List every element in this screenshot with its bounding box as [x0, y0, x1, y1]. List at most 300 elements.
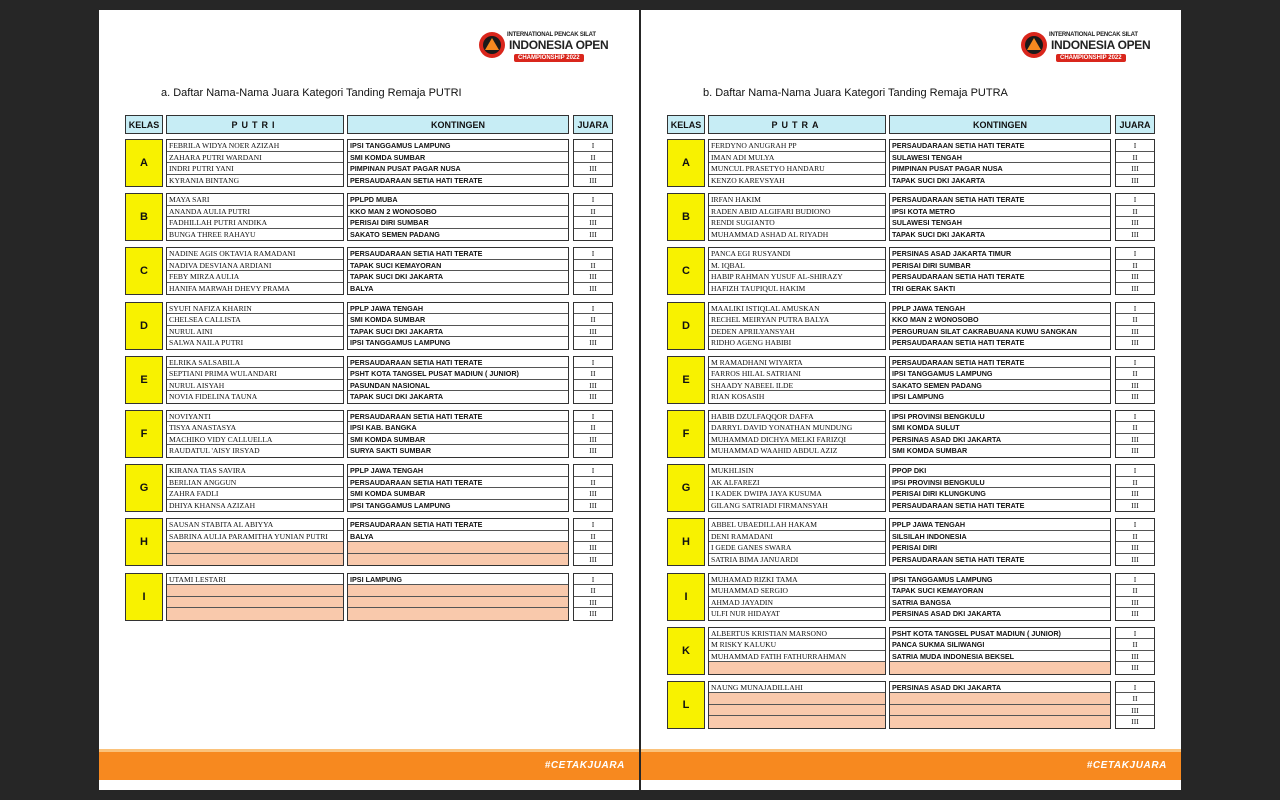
kontingen-name: PPLP JAWA TENGAH [348, 465, 568, 477]
athlete-name: SYUFI NAFIZA KHARIN [167, 303, 343, 315]
document-page-putri [99, 10, 639, 790]
header-name: PUTRI [166, 115, 344, 134]
names-column [708, 410, 886, 458]
juara-rank: II [1116, 152, 1154, 164]
kelas-label: E [667, 356, 705, 404]
juara-rank: I [1116, 194, 1154, 206]
kontingen-name: SULAWESI TENGAH [890, 152, 1110, 164]
names-column [166, 410, 344, 458]
athlete-name: DHIYA KHANSA AZIZAH [169, 500, 256, 510]
athlete-name: NADIVA DESVIANA ARDIANI [167, 260, 343, 272]
athlete-name: ZAHARA PUTRI WARDANI [167, 152, 343, 164]
kontingen-name: TAPAK SUCI DKI JAKARTA [892, 175, 986, 185]
juara-column [573, 410, 613, 458]
juara-rank: III [589, 554, 597, 564]
kontingen-column [347, 247, 569, 295]
juara-rank: I [574, 411, 612, 423]
juara-rank: I [1116, 303, 1154, 315]
juara-rank: II [1116, 422, 1154, 434]
kontingen-name: IPSI TANGGAMUS LAMPUNG [348, 140, 568, 152]
logo-line-1: INTERNATIONAL PENCAK SILAT [507, 32, 596, 38]
juara-rank: I [1116, 248, 1154, 260]
kontingen-name [890, 693, 1110, 705]
juara-rank: III [1116, 597, 1154, 609]
athlete-name: FEBY MIRZA AULIA [167, 271, 343, 283]
athlete-name: SHAADY NABEEL ILDE [709, 380, 885, 392]
event-logo [1019, 28, 1169, 68]
juara-rank: I [574, 465, 612, 477]
kontingen-name: PERSAUDARAAN SETIA HATI TERATE [890, 271, 1110, 283]
juara-column [1115, 193, 1155, 241]
athlete-name: I GEDE GANES SWARA [709, 542, 885, 554]
athlete-name: HABIB DZULFAQQOR DAFFA [709, 411, 885, 423]
athlete-name: NURUL AISYAH [167, 380, 343, 392]
juara-column [1115, 302, 1155, 350]
names-column [166, 302, 344, 350]
kontingen-column [347, 410, 569, 458]
juara-rank: III [1116, 326, 1154, 338]
logo-line-1: INTERNATIONAL PENCAK SILAT [1049, 32, 1138, 38]
kontingen-column [347, 573, 569, 621]
athlete-name: MAYA SARI [167, 194, 343, 206]
names-column [708, 681, 886, 729]
athlete-name: GILANG SATRIADI FIRMANSYAH [711, 500, 828, 510]
kontingen-name: IPSI PROVINSI BENGKULU [890, 411, 1110, 423]
juara-rank: I [574, 574, 612, 586]
juara-rank: III [1116, 488, 1154, 500]
athlete-name: NOVIA FIDELINA TAUNA [169, 392, 258, 402]
kontingen-name: PERISAI DIRI SUMBAR [890, 260, 1110, 272]
juara-rank: III [1131, 500, 1139, 510]
athlete-name: M RISKY KALUKU [709, 639, 885, 651]
athlete-name [709, 716, 885, 728]
athlete-name: ZAHRA FADLI [167, 488, 343, 500]
athlete-name: MUHAMMAD SERGIO [709, 585, 885, 597]
kontingen-name: PERSAUDARAAN SETIA HATI TERATE [892, 500, 1025, 510]
kelas-label: C [667, 247, 705, 295]
page-title: a. Daftar Nama-Nama Juara Kategori Tanding Remaja PUTRI [161, 87, 462, 99]
juara-rank: III [589, 446, 597, 456]
kontingen-name [890, 662, 1110, 674]
kelas-label: D [125, 302, 163, 350]
juara-rank: III [589, 392, 597, 402]
juara-rank: I [1116, 465, 1154, 477]
kontingen-name [890, 716, 1110, 728]
kontingen-name: IPSI KOTA METRO [890, 206, 1110, 218]
kontingen-name: PERSAUDARAAN SETIA HATI TERATE [348, 248, 568, 260]
kontingen-name: SMI KOMDA SUMBAR [348, 314, 568, 326]
names-column [708, 139, 886, 187]
athlete-name: ALBERTUS KRISTIAN MARSONO [709, 628, 885, 640]
athlete-name: MUHAMMAD DICHYA MELKI FARIZQI [709, 434, 885, 446]
athlete-name: ELRIKA SALSABILA [167, 357, 343, 369]
juara-rank: III [589, 500, 597, 510]
kontingen-name: IPSI TANGGAMUS LAMPUNG [890, 368, 1110, 380]
juara-rank: I [1116, 140, 1154, 152]
athlete-name [167, 608, 343, 620]
juara-rank: II [1116, 314, 1154, 326]
juara-rank: II [1116, 639, 1154, 651]
names-column [166, 356, 344, 404]
kelas-label: L [667, 681, 705, 729]
juara-rank: II [574, 531, 612, 543]
kontingen-name: KKO MAN 2 WONOSOBO [890, 314, 1110, 326]
kontingen-name: SATRIA BANGSA [890, 597, 1110, 609]
kontingen-name: BALYA [348, 531, 568, 543]
hashtag-text: #CETAKJUARA [1086, 760, 1167, 771]
kelas-label: B [667, 193, 705, 241]
kontingen-column [889, 573, 1111, 621]
kontingen-name: PERSAUDARAAN SETIA HATI TERATE [348, 357, 568, 369]
kontingen-name: IPSI KAB. BANGKA [348, 422, 568, 434]
athlete-name: KIRANA TIAS SAVIRA [167, 465, 343, 477]
athlete-name: RIDHO AGENG HABIBI [711, 338, 792, 348]
kontingen-name: PERSINAS ASAD DKI JAKARTA [890, 434, 1110, 446]
juara-rank: III [1131, 338, 1139, 348]
names-column [708, 302, 886, 350]
kelas-label: G [125, 464, 163, 512]
kontingen-column [347, 518, 569, 566]
athlete-name: DARRYL DAVID YONATHAN MUNDUNG [709, 422, 885, 434]
names-column [166, 247, 344, 295]
kelas-label: H [125, 518, 163, 566]
juara-rank: III [1116, 651, 1154, 663]
juara-rank: III [1131, 446, 1139, 456]
athlete-name: RIAN KOSASIH [711, 392, 765, 402]
kontingen-name [890, 705, 1110, 717]
kontingen-name [348, 554, 568, 566]
kontingen-column [889, 518, 1111, 566]
athlete-name [167, 554, 343, 566]
kontingen-column [889, 247, 1111, 295]
kontingen-name [348, 542, 568, 554]
kontingen-column [889, 193, 1111, 241]
kelas-label: H [667, 518, 705, 566]
kontingen-name: PERISAI DIRI [890, 542, 1110, 554]
kontingen-name: PERSAUDARAAN SETIA HATI TERATE [348, 519, 568, 531]
kontingen-name [348, 585, 568, 597]
kelas-label: A [667, 139, 705, 187]
juara-rank: III [1131, 554, 1139, 564]
athlete-name: M. IQBAL [709, 260, 885, 272]
kontingen-name: SILSILAH INDONESIA [890, 531, 1110, 543]
juara-rank: II [574, 152, 612, 164]
juara-column [1115, 464, 1155, 512]
kontingen-name: SULAWESI TENGAH [890, 217, 1110, 229]
juara-rank: I [1116, 357, 1154, 369]
juara-rank: III [589, 229, 597, 239]
names-column [708, 464, 886, 512]
athlete-name: SATRIA BIMA JANUARDI [711, 554, 799, 564]
athlete-name: NADINE AGIS OKTAVIA RAMADANI [167, 248, 343, 260]
kontingen-name: PERSAUDARAAN SETIA HATI TERATE [890, 357, 1110, 369]
kelas-label: B [125, 193, 163, 241]
athlete-name: ULFI NUR HIDAYAT [711, 609, 780, 618]
page-title: b. Daftar Nama-Nama Juara Kategori Tanding Remaja PUTRA [703, 87, 1008, 99]
athlete-name: PANCA EGI RUSYANDI [709, 248, 885, 260]
header-kontingen: KONTINGEN [347, 115, 569, 134]
kelas-label: A [125, 139, 163, 187]
kontingen-name: IPSI TANGGAMUS LAMPUNG [350, 500, 451, 510]
names-column [166, 518, 344, 566]
juara-rank: II [1116, 477, 1154, 489]
juara-rank: II [574, 368, 612, 380]
juara-rank: II [1116, 531, 1154, 543]
athlete-name: FARROS HILAL SATRIANI [709, 368, 885, 380]
juara-rank: III [1116, 542, 1154, 554]
event-logo [477, 28, 627, 68]
juara-rank: I [574, 248, 612, 260]
juara-rank: I [1116, 574, 1154, 586]
athlete-name: RECHEL MEIRYAN PUTRA BALYA [709, 314, 885, 326]
names-column [166, 139, 344, 187]
kontingen-name: PERSINAS ASAD DKI JAKARTA [892, 609, 1002, 618]
juara-rank: I [574, 140, 612, 152]
juara-rank: II [574, 260, 612, 272]
juara-rank: III [1131, 229, 1139, 239]
athlete-name: M RAMADHANI WIYARTA [709, 357, 885, 369]
juara-rank: II [574, 422, 612, 434]
athlete-name: AK ALFAREZI [709, 477, 885, 489]
kontingen-name: IPSI TANGGAMUS LAMPUNG [350, 338, 451, 348]
athlete-name: BERLIAN ANGGUN [167, 477, 343, 489]
header-juara: JUARA [1115, 115, 1155, 134]
athlete-name: CHELSEA CALLISTA [167, 314, 343, 326]
kontingen-name: PERSAUDARAAN SETIA HATI TERATE [348, 411, 568, 423]
juara-rank: I [1116, 682, 1154, 694]
athlete-name: SABRINA AULIA PARAMITHA YUNIAN PUTRI [167, 531, 343, 543]
kontingen-name: PANCA SUKMA SILIWANGI [890, 639, 1110, 651]
names-column [166, 464, 344, 512]
juara-rank: II [574, 585, 612, 597]
kontingen-name: SMI KOMDA SUMBAR [348, 488, 568, 500]
hashtag-text: #CETAKJUARA [544, 760, 625, 771]
athlete-name [167, 597, 343, 609]
athlete-name: NAUNG MUNAJADILLAHI [709, 682, 885, 694]
juara-rank: III [574, 326, 612, 338]
juara-rank: III [1131, 717, 1139, 727]
juara-rank: I [574, 519, 612, 531]
juara-column [1115, 681, 1155, 729]
juara-rank: III [1116, 380, 1154, 392]
kontingen-name: PERSAUDARAAN SETIA HATI TERATE [350, 175, 483, 185]
names-column [708, 356, 886, 404]
juara-rank: III [574, 488, 612, 500]
athlete-name: MACHIKO VIDY CALLUELLA [167, 434, 343, 446]
juara-column [1115, 518, 1155, 566]
kontingen-column [889, 627, 1111, 675]
athlete-name: I KADEK DWIPA JAYA KUSUMA [709, 488, 885, 500]
document-page-putra [641, 10, 1181, 790]
kelas-label: K [667, 627, 705, 675]
kontingen-name: IPSI PROVINSI BENGKULU [890, 477, 1110, 489]
juara-rank: III [1116, 217, 1154, 229]
athlete-name: BUNGA THREE RAHAYU [169, 229, 256, 239]
names-column [708, 518, 886, 566]
juara-rank: III [1131, 283, 1139, 293]
juara-rank: III [1116, 705, 1154, 717]
kontingen-name: SAKATO SEMEN PADANG [890, 380, 1110, 392]
kontingen-name: TAPAK SUCI DKI JAKARTA [892, 229, 986, 239]
athlete-name: IRFAN HAKIM [709, 194, 885, 206]
juara-column [573, 247, 613, 295]
juara-rank: III [589, 609, 597, 618]
athlete-name: SALWA NAILA PUTRI [169, 338, 244, 348]
kontingen-name: PIMPINAN PUSAT PAGAR NUSA [348, 163, 568, 175]
athlete-name [709, 705, 885, 717]
silat-fighter-icon [1019, 30, 1049, 60]
kontingen-name: PASUNDAN NASIONAL [348, 380, 568, 392]
athlete-name: KENZO KAREVSYAH [711, 175, 785, 185]
kontingen-name: SMI KOMDA SUMBAR [348, 434, 568, 446]
kontingen-name: PERSAUDARAAN SETIA HATI TERATE [890, 194, 1110, 206]
juara-rank: II [574, 477, 612, 489]
kontingen-column [889, 681, 1111, 729]
footer-bar [99, 752, 639, 780]
names-column [166, 573, 344, 621]
athlete-name: HAFIZH TAUPIQUL HAKIM [711, 283, 806, 293]
juara-rank: III [1116, 271, 1154, 283]
kontingen-name: IPSI LAMPUNG [348, 574, 568, 586]
athlete-name: MUHAMMAD FATIH FATHURRAHMAN [709, 651, 885, 663]
names-column [708, 573, 886, 621]
kontingen-name: SMI KOMDA SULUT [890, 422, 1110, 434]
juara-rank: II [574, 314, 612, 326]
athlete-name: ANANDA AULIA PUTRI [167, 206, 343, 218]
kontingen-name: TAPAK SUCI DKI JAKARTA [348, 271, 568, 283]
kelas-label: F [667, 410, 705, 458]
juara-rank: I [574, 303, 612, 315]
athlete-name: MUHAMMAD ASHAD AL RIYADH [711, 229, 829, 239]
logo-line-3: CHAMPIONSHIP 2022 [514, 54, 584, 62]
juara-rank: III [574, 271, 612, 283]
athlete-name: SAUSAN STABITA AL ABIYYA [167, 519, 343, 531]
kontingen-name: IPSI LAMPUNG [892, 392, 944, 402]
header-name: PUTRA [708, 115, 886, 134]
athlete-name: FADHILLAH PUTRI ANDIKA [167, 217, 343, 229]
juara-column [573, 518, 613, 566]
kelas-label: E [125, 356, 163, 404]
juara-column [1115, 247, 1155, 295]
kontingen-name: SURYA SAKTI SUMBAR [350, 446, 432, 456]
juara-rank: III [589, 283, 597, 293]
logo-line-2: INDONESIA OPEN [509, 38, 609, 52]
athlete-name: DEDEN APRILYANSYAH [709, 326, 885, 338]
kontingen-name: PERSAUDARAAN SETIA HATI TERATE [890, 140, 1110, 152]
athlete-name: AHMAD JAYADIN [709, 597, 885, 609]
juara-column [573, 573, 613, 621]
kelas-label: C [125, 247, 163, 295]
kontingen-name: SMI KOMDA SUMBAR [892, 446, 968, 456]
kontingen-name: BALYA [350, 283, 374, 293]
names-column [708, 247, 886, 295]
kontingen-name: PERSAUDARAAN SETIA HATI TERATE [892, 554, 1025, 564]
kontingen-name: PPLPD MUBA [348, 194, 568, 206]
athlete-name: MUKHLISIN [709, 465, 885, 477]
athlete-name: FEBRILA WIDYA NOER AZIZAH [167, 140, 343, 152]
juara-rank: III [1131, 175, 1139, 185]
juara-column [1115, 139, 1155, 187]
header-juara: JUARA [573, 115, 613, 134]
juara-rank: III [1131, 609, 1139, 618]
juara-rank: I [1116, 411, 1154, 423]
kontingen-name: TRI GERAK SAKTI [892, 283, 956, 293]
kontingen-column [347, 464, 569, 512]
athlete-name: UTAMI LESTARI [167, 574, 343, 586]
kontingen-name: PSHT KOTA TANGSEL PUSAT MADIUN ( JUNIOR) [348, 368, 568, 380]
athlete-name: KYRANIA BINTANG [169, 175, 240, 185]
juara-column [573, 464, 613, 512]
kelas-label: G [667, 464, 705, 512]
logo-line-2: INDONESIA OPEN [1051, 38, 1151, 52]
juara-rank: II [1116, 368, 1154, 380]
athlete-name: RAUDATUL 'AISY IRSYAD [169, 446, 260, 456]
juara-rank: III [574, 542, 612, 554]
kontingen-column [889, 410, 1111, 458]
athlete-name [709, 662, 885, 674]
kontingen-name: KKO MAN 2 WONOSOBO [348, 206, 568, 218]
juara-rank: II [574, 206, 612, 218]
kontingen-name: SMI KOMDA SUMBAR [348, 152, 568, 164]
juara-rank: III [1116, 163, 1154, 175]
juara-rank: III [1131, 392, 1139, 402]
juara-rank: III [574, 434, 612, 446]
names-column [708, 193, 886, 241]
athlete-name: MUNCUL PRASETYO HANDARU [709, 163, 885, 175]
kontingen-name [348, 608, 568, 620]
athlete-name: RENDI SUGIANTO [709, 217, 885, 229]
athlete-name: MUHAMAD RIZKI TAMA [709, 574, 885, 586]
juara-rank: III [574, 163, 612, 175]
juara-rank: II [1116, 206, 1154, 218]
athlete-name: IMAN ADI MULYA [709, 152, 885, 164]
juara-rank: II [1116, 693, 1154, 705]
juara-column [1115, 410, 1155, 458]
juara-rank: III [574, 217, 612, 229]
athlete-name: HABIP RAHMAN YUSUF AL-SHIRAZY [709, 271, 885, 283]
athlete-name: MUHAMMAD WAAHID ABDUL AZIZ [711, 446, 838, 456]
kontingen-column [889, 464, 1111, 512]
kontingen-name: PERSINAS ASAD JAKARTA TIMUR [890, 248, 1110, 260]
juara-rank: I [1116, 628, 1154, 640]
juara-rank: III [574, 597, 612, 609]
kontingen-column [347, 139, 569, 187]
kelas-label: F [125, 410, 163, 458]
kontingen-column [889, 356, 1111, 404]
kontingen-name: TAPAK SUCI KEMAYORAN [348, 260, 568, 272]
header-kelas: KELAS [667, 115, 705, 134]
juara-rank: I [574, 194, 612, 206]
juara-column [573, 356, 613, 404]
kontingen-name: SAKATO SEMEN PADANG [350, 229, 440, 239]
juara-column [573, 193, 613, 241]
juara-rank: III [574, 380, 612, 392]
juara-rank: III [589, 175, 597, 185]
juara-rank: I [1116, 519, 1154, 531]
athlete-name: SEPTIANI PRIMA WULANDARI [167, 368, 343, 380]
kontingen-column [347, 302, 569, 350]
juara-column [573, 302, 613, 350]
kontingen-name: PPLP JAWA TENGAH [348, 303, 568, 315]
kontingen-name: SATRIA MUDA INDONESIA BEKSEL [890, 651, 1110, 663]
kontingen-name: TAPAK SUCI KEMAYORAN [890, 585, 1110, 597]
athlete-name: RADEN ABID ALGIFARI BUDIONO [709, 206, 885, 218]
juara-column [1115, 356, 1155, 404]
footer-bar [641, 752, 1181, 780]
kontingen-name: TAPAK SUCI DKI JAKARTA [348, 326, 568, 338]
athlete-name: MAALIKI ISTIQLAL AMUSKAN [709, 303, 885, 315]
juara-rank: II [1116, 585, 1154, 597]
